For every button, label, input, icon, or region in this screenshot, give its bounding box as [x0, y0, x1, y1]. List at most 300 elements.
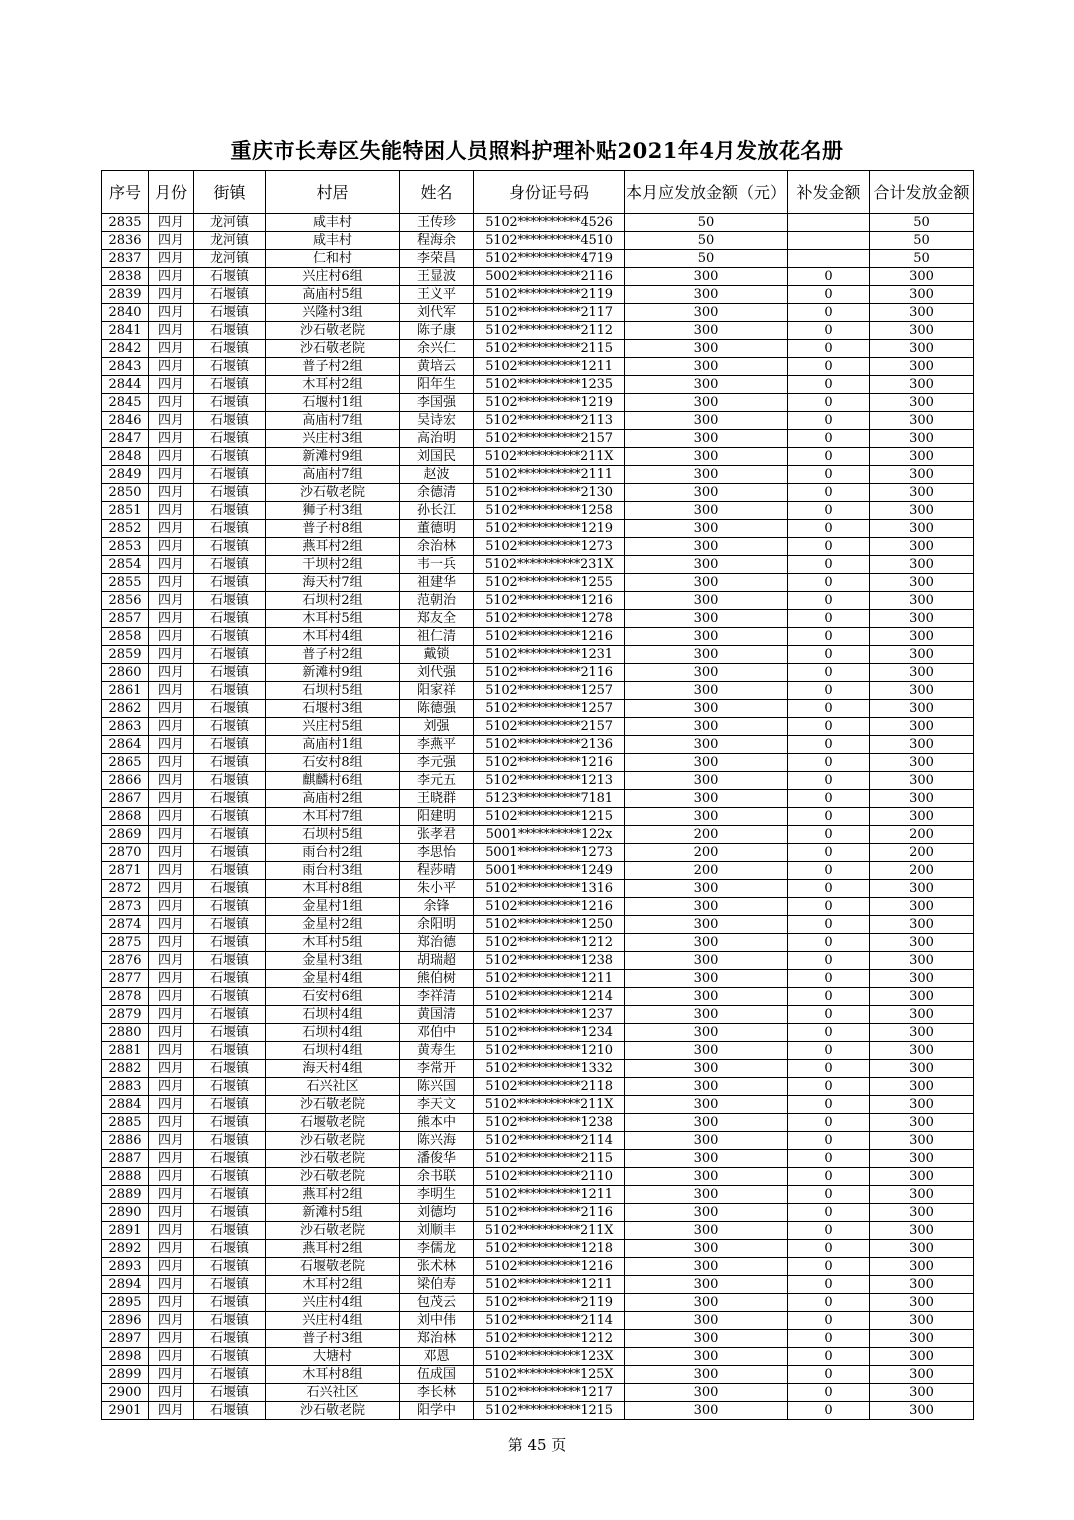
cell-monthly-amount: 300 [625, 1240, 788, 1258]
cell-town: 石堰镇 [194, 880, 266, 898]
table-row [102, 1114, 974, 1132]
cell-month: 四月 [149, 1294, 194, 1312]
cell-index: 2859 [102, 646, 149, 664]
cell-id-number: 5102**********1216 [474, 1258, 625, 1276]
cell-month: 四月 [149, 358, 194, 376]
cell-total-amount: 300 [870, 466, 974, 484]
cell-village: 兴庄村5组 [266, 718, 400, 736]
cell-monthly-amount: 300 [625, 790, 788, 808]
cell-town: 石堰镇 [194, 1006, 266, 1024]
cell-total-amount: 200 [870, 826, 974, 844]
cell-monthly-amount: 300 [625, 808, 788, 826]
cell-village: 石坝村4组 [266, 1042, 400, 1060]
cell-total-amount: 300 [870, 502, 974, 520]
cell-index: 2846 [102, 412, 149, 430]
table-row [102, 538, 974, 556]
cell-id-number: 5001**********1249 [474, 862, 625, 880]
cell-total-amount: 300 [870, 430, 974, 448]
cell-total-amount: 300 [870, 952, 974, 970]
cell-monthly-amount: 300 [625, 1402, 788, 1420]
cell-name: 余阳明 [400, 916, 474, 934]
cell-month: 四月 [149, 466, 194, 484]
cell-town: 石堰镇 [194, 448, 266, 466]
cell-village: 沙石敬老院 [266, 1402, 400, 1420]
cell-month: 四月 [149, 1060, 194, 1078]
cell-name: 高治明 [400, 430, 474, 448]
cell-monthly-amount: 300 [625, 1366, 788, 1384]
cell-name: 熊伯树 [400, 970, 474, 988]
table-row [102, 844, 974, 862]
cell-month: 四月 [149, 718, 194, 736]
cell-index: 2869 [102, 826, 149, 844]
cell-id-number: 5102**********2115 [474, 1150, 625, 1168]
cell-village: 沙石敬老院 [266, 340, 400, 358]
cell-name: 王晓群 [400, 790, 474, 808]
cell-name: 余治林 [400, 538, 474, 556]
cell-month: 四月 [149, 844, 194, 862]
cell-town: 石堰镇 [194, 466, 266, 484]
cell-month: 四月 [149, 340, 194, 358]
table-row [102, 394, 974, 412]
cell-back-pay: 0 [788, 574, 870, 592]
cell-total-amount: 300 [870, 772, 974, 790]
cell-back-pay: 0 [788, 916, 870, 934]
cell-village: 石坝村4组 [266, 1024, 400, 1042]
cell-id-number: 5102**********2110 [474, 1168, 625, 1186]
cell-name: 李国强 [400, 394, 474, 412]
cell-village: 燕耳村2组 [266, 1186, 400, 1204]
cell-town: 石堰镇 [194, 1366, 266, 1384]
cell-total-amount: 300 [870, 1312, 974, 1330]
cell-month: 四月 [149, 286, 194, 304]
cell-monthly-amount: 300 [625, 448, 788, 466]
cell-town: 石堰镇 [194, 430, 266, 448]
cell-total-amount: 300 [870, 736, 974, 754]
cell-index: 2848 [102, 448, 149, 466]
cell-town: 石堰镇 [194, 844, 266, 862]
cell-monthly-amount: 300 [625, 1330, 788, 1348]
cell-month: 四月 [149, 214, 194, 232]
cell-monthly-amount: 300 [625, 304, 788, 322]
cell-monthly-amount: 300 [625, 610, 788, 628]
cell-id-number: 5102**********1238 [474, 1114, 625, 1132]
cell-index: 2849 [102, 466, 149, 484]
cell-monthly-amount: 300 [625, 754, 788, 772]
cell-village: 兴庄村4组 [266, 1312, 400, 1330]
cell-monthly-amount: 300 [625, 412, 788, 430]
cell-town: 石堰镇 [194, 736, 266, 754]
cell-village: 沙石敬老院 [266, 1150, 400, 1168]
cell-index: 2839 [102, 286, 149, 304]
cell-back-pay: 0 [788, 1240, 870, 1258]
header-total-amount: 合计发放金额 [870, 171, 974, 214]
cell-town: 石堰镇 [194, 1060, 266, 1078]
cell-name: 胡瑞超 [400, 952, 474, 970]
header-index: 序号 [102, 171, 149, 214]
table-row [102, 700, 974, 718]
table-row [102, 682, 974, 700]
cell-name: 伍成国 [400, 1366, 474, 1384]
cell-total-amount: 300 [870, 1222, 974, 1240]
cell-monthly-amount: 300 [625, 1258, 788, 1276]
cell-index: 2838 [102, 268, 149, 286]
cell-name: 黄国清 [400, 1006, 474, 1024]
cell-back-pay: 0 [788, 1186, 870, 1204]
cell-name: 李儒龙 [400, 1240, 474, 1258]
cell-index: 2891 [102, 1222, 149, 1240]
cell-total-amount: 300 [870, 376, 974, 394]
cell-index: 2876 [102, 952, 149, 970]
cell-village: 雨台村3组 [266, 862, 400, 880]
cell-village: 沙石敬老院 [266, 484, 400, 502]
cell-town: 石堰镇 [194, 592, 266, 610]
cell-town: 石堰镇 [194, 1330, 266, 1348]
cell-total-amount: 300 [870, 1114, 974, 1132]
cell-town: 石堰镇 [194, 916, 266, 934]
cell-village: 高庙村5组 [266, 286, 400, 304]
cell-total-amount: 300 [870, 1204, 974, 1222]
cell-town: 石堰镇 [194, 682, 266, 700]
cell-total-amount: 300 [870, 610, 974, 628]
cell-back-pay: 0 [788, 430, 870, 448]
cell-id-number: 5102**********2112 [474, 322, 625, 340]
table-row [102, 628, 974, 646]
cell-village: 石堰村1组 [266, 394, 400, 412]
cell-index: 2861 [102, 682, 149, 700]
cell-id-number: 5001**********1273 [474, 844, 625, 862]
cell-name: 潘俊华 [400, 1150, 474, 1168]
cell-name: 邓伯中 [400, 1024, 474, 1042]
cell-monthly-amount: 300 [625, 1384, 788, 1402]
cell-monthly-amount: 300 [625, 1312, 788, 1330]
cell-total-amount: 300 [870, 988, 974, 1006]
cell-monthly-amount: 300 [625, 1276, 788, 1294]
cell-back-pay: 0 [788, 340, 870, 358]
cell-town: 石堰镇 [194, 394, 266, 412]
cell-index: 2898 [102, 1348, 149, 1366]
cell-month: 四月 [149, 1276, 194, 1294]
cell-index: 2860 [102, 664, 149, 682]
cell-index: 2894 [102, 1276, 149, 1294]
cell-id-number: 5102**********2115 [474, 340, 625, 358]
cell-back-pay: 0 [788, 502, 870, 520]
cell-back-pay: 0 [788, 1258, 870, 1276]
cell-total-amount: 300 [870, 754, 974, 772]
cell-total-amount: 300 [870, 1132, 974, 1150]
cell-id-number: 5102**********1257 [474, 682, 625, 700]
cell-month: 四月 [149, 1258, 194, 1276]
cell-total-amount: 300 [870, 664, 974, 682]
cell-name: 余德清 [400, 484, 474, 502]
cell-name: 阳家祥 [400, 682, 474, 700]
cell-id-number: 5102**********1211 [474, 358, 625, 376]
cell-village: 普子村2组 [266, 646, 400, 664]
cell-monthly-amount: 300 [625, 1096, 788, 1114]
cell-index: 2884 [102, 1096, 149, 1114]
cell-town: 石堰镇 [194, 1150, 266, 1168]
cell-monthly-amount: 300 [625, 1114, 788, 1132]
cell-village: 石坝村4组 [266, 1006, 400, 1024]
cell-month: 四月 [149, 556, 194, 574]
cell-monthly-amount: 300 [625, 898, 788, 916]
table-row [102, 250, 974, 268]
cell-village: 新滩村9组 [266, 448, 400, 466]
cell-month: 四月 [149, 610, 194, 628]
cell-town: 石堰镇 [194, 898, 266, 916]
roster-table [101, 170, 974, 1420]
table-row [102, 502, 974, 520]
cell-name: 黄培云 [400, 358, 474, 376]
cell-village: 木耳村8组 [266, 1366, 400, 1384]
table-row [102, 610, 974, 628]
cell-index: 2840 [102, 304, 149, 322]
cell-index: 2863 [102, 718, 149, 736]
cell-name: 李元强 [400, 754, 474, 772]
cell-town: 石堰镇 [194, 1132, 266, 1150]
cell-back-pay: 0 [788, 376, 870, 394]
cell-month: 四月 [149, 250, 194, 268]
cell-id-number: 5102**********1215 [474, 1402, 625, 1420]
cell-id-number: 5102**********1257 [474, 700, 625, 718]
cell-total-amount: 300 [870, 1042, 974, 1060]
cell-monthly-amount: 300 [625, 430, 788, 448]
cell-month: 四月 [149, 1150, 194, 1168]
cell-month: 四月 [149, 880, 194, 898]
cell-index: 2853 [102, 538, 149, 556]
cell-total-amount: 300 [870, 322, 974, 340]
cell-name: 朱小平 [400, 880, 474, 898]
cell-back-pay: 0 [788, 898, 870, 916]
cell-back-pay: 0 [788, 646, 870, 664]
cell-index: 2872 [102, 880, 149, 898]
cell-total-amount: 300 [870, 934, 974, 952]
cell-town: 石堰镇 [194, 718, 266, 736]
cell-back-pay [788, 214, 870, 232]
cell-monthly-amount: 300 [625, 1204, 788, 1222]
table-row [102, 754, 974, 772]
cell-town: 石堰镇 [194, 1042, 266, 1060]
cell-back-pay: 0 [788, 952, 870, 970]
cell-index: 2851 [102, 502, 149, 520]
table-row [102, 304, 974, 322]
cell-name: 余兴仁 [400, 340, 474, 358]
cell-id-number: 5102**********2157 [474, 430, 625, 448]
cell-total-amount: 300 [870, 1078, 974, 1096]
cell-id-number: 5102**********1210 [474, 1042, 625, 1060]
cell-name: 韦一兵 [400, 556, 474, 574]
cell-village: 普子村8组 [266, 520, 400, 538]
cell-index: 2847 [102, 430, 149, 448]
cell-back-pay: 0 [788, 880, 870, 898]
cell-name: 赵波 [400, 466, 474, 484]
cell-monthly-amount: 300 [625, 934, 788, 952]
cell-month: 四月 [149, 376, 194, 394]
cell-id-number: 5102**********1211 [474, 1276, 625, 1294]
cell-monthly-amount: 300 [625, 340, 788, 358]
cell-id-number: 5102**********1255 [474, 574, 625, 592]
cell-name: 王显波 [400, 268, 474, 286]
cell-name: 刘国民 [400, 448, 474, 466]
cell-town: 石堰镇 [194, 484, 266, 502]
cell-month: 四月 [149, 574, 194, 592]
table-row [102, 466, 974, 484]
cell-monthly-amount: 300 [625, 376, 788, 394]
cell-town: 龙河镇 [194, 214, 266, 232]
cell-monthly-amount: 300 [625, 556, 788, 574]
cell-month: 四月 [149, 700, 194, 718]
page-number: 第 45 页 [507, 1436, 567, 1454]
cell-month: 四月 [149, 970, 194, 988]
cell-monthly-amount: 300 [625, 466, 788, 484]
cell-index: 2877 [102, 970, 149, 988]
cell-monthly-amount: 300 [625, 1294, 788, 1312]
cell-total-amount: 300 [870, 394, 974, 412]
cell-town: 石堰镇 [194, 1078, 266, 1096]
cell-total-amount: 300 [870, 1024, 974, 1042]
cell-name: 陈子康 [400, 322, 474, 340]
cell-total-amount: 300 [870, 286, 974, 304]
table-row [102, 358, 974, 376]
cell-index: 2862 [102, 700, 149, 718]
cell-index: 2836 [102, 232, 149, 250]
cell-back-pay: 0 [788, 1168, 870, 1186]
cell-total-amount: 300 [870, 340, 974, 358]
cell-name: 黄寿生 [400, 1042, 474, 1060]
cell-monthly-amount: 50 [625, 214, 788, 232]
cell-village: 燕耳村2组 [266, 538, 400, 556]
cell-month: 四月 [149, 1024, 194, 1042]
header-back-pay: 补发金额 [788, 171, 870, 214]
cell-back-pay: 0 [788, 1096, 870, 1114]
cell-month: 四月 [149, 1078, 194, 1096]
cell-back-pay: 0 [788, 304, 870, 322]
cell-back-pay: 0 [788, 322, 870, 340]
cell-back-pay: 0 [788, 970, 870, 988]
cell-id-number: 5102**********1214 [474, 988, 625, 1006]
cell-month: 四月 [149, 1222, 194, 1240]
cell-name: 陈兴海 [400, 1132, 474, 1150]
cell-month: 四月 [149, 394, 194, 412]
cell-monthly-amount: 300 [625, 772, 788, 790]
cell-name: 李荣昌 [400, 250, 474, 268]
cell-town: 石堰镇 [194, 340, 266, 358]
cell-village: 兴庄村4组 [266, 1294, 400, 1312]
cell-month: 四月 [149, 502, 194, 520]
cell-back-pay: 0 [788, 1150, 870, 1168]
cell-total-amount: 300 [870, 1294, 974, 1312]
cell-id-number: 5102**********1273 [474, 538, 625, 556]
cell-total-amount: 200 [870, 844, 974, 862]
cell-id-number: 5102**********1278 [474, 610, 625, 628]
table-row [102, 1006, 974, 1024]
cell-village: 燕耳村2组 [266, 1240, 400, 1258]
cell-back-pay [788, 232, 870, 250]
cell-index: 2895 [102, 1294, 149, 1312]
cell-total-amount: 300 [870, 268, 974, 286]
table-row [102, 880, 974, 898]
cell-index: 2893 [102, 1258, 149, 1276]
cell-town: 石堰镇 [194, 970, 266, 988]
cell-id-number: 5002**********2116 [474, 268, 625, 286]
table-row [102, 1042, 974, 1060]
cell-monthly-amount: 300 [625, 484, 788, 502]
cell-total-amount: 300 [870, 1258, 974, 1276]
cell-town: 石堰镇 [194, 1312, 266, 1330]
cell-monthly-amount: 300 [625, 502, 788, 520]
cell-index: 2857 [102, 610, 149, 628]
cell-village: 石堰敬老院 [266, 1114, 400, 1132]
table-row [102, 1222, 974, 1240]
cell-id-number: 5102**********2111 [474, 466, 625, 484]
cell-month: 四月 [149, 1168, 194, 1186]
table-row [102, 556, 974, 574]
table-row [102, 232, 974, 250]
cell-town: 石堰镇 [194, 1402, 266, 1420]
cell-village: 高庙村7组 [266, 412, 400, 430]
table-row [102, 322, 974, 340]
cell-index: 2900 [102, 1384, 149, 1402]
cell-id-number: 5102**********1234 [474, 1024, 625, 1042]
cell-town: 石堰镇 [194, 1384, 266, 1402]
roster-body [102, 214, 974, 1420]
cell-month: 四月 [149, 790, 194, 808]
cell-total-amount: 300 [870, 790, 974, 808]
cell-id-number: 5102**********2118 [474, 1078, 625, 1096]
cell-index: 2852 [102, 520, 149, 538]
cell-index: 2843 [102, 358, 149, 376]
cell-month: 四月 [149, 304, 194, 322]
cell-name: 李祥清 [400, 988, 474, 1006]
cell-village: 木耳村2组 [266, 1276, 400, 1294]
cell-village: 金星村2组 [266, 916, 400, 934]
cell-town: 石堰镇 [194, 358, 266, 376]
cell-name: 孙长江 [400, 502, 474, 520]
cell-back-pay: 0 [788, 1402, 870, 1420]
cell-town: 石堰镇 [194, 502, 266, 520]
cell-index: 2844 [102, 376, 149, 394]
cell-name: 郑治林 [400, 1330, 474, 1348]
cell-id-number: 5102**********2114 [474, 1132, 625, 1150]
cell-name: 李燕平 [400, 736, 474, 754]
cell-month: 四月 [149, 322, 194, 340]
table-row [102, 1258, 974, 1276]
table-row [102, 1186, 974, 1204]
cell-monthly-amount: 300 [625, 880, 788, 898]
cell-id-number: 5102**********1213 [474, 772, 625, 790]
header-month: 月份 [149, 171, 194, 214]
table-row [102, 1384, 974, 1402]
cell-month: 四月 [149, 538, 194, 556]
cell-month: 四月 [149, 952, 194, 970]
table-row [102, 448, 974, 466]
table-row [102, 826, 974, 844]
cell-id-number: 5102**********1219 [474, 394, 625, 412]
cell-month: 四月 [149, 1186, 194, 1204]
cell-back-pay: 0 [788, 538, 870, 556]
table-row [102, 430, 974, 448]
cell-month: 四月 [149, 1366, 194, 1384]
cell-month: 四月 [149, 1330, 194, 1348]
cell-back-pay: 0 [788, 1060, 870, 1078]
cell-index: 2871 [102, 862, 149, 880]
cell-monthly-amount: 300 [625, 1078, 788, 1096]
cell-month: 四月 [149, 592, 194, 610]
cell-back-pay: 0 [788, 808, 870, 826]
table-row [102, 286, 974, 304]
cell-village: 金星村1组 [266, 898, 400, 916]
cell-id-number: 5102**********1216 [474, 628, 625, 646]
cell-total-amount: 300 [870, 916, 974, 934]
